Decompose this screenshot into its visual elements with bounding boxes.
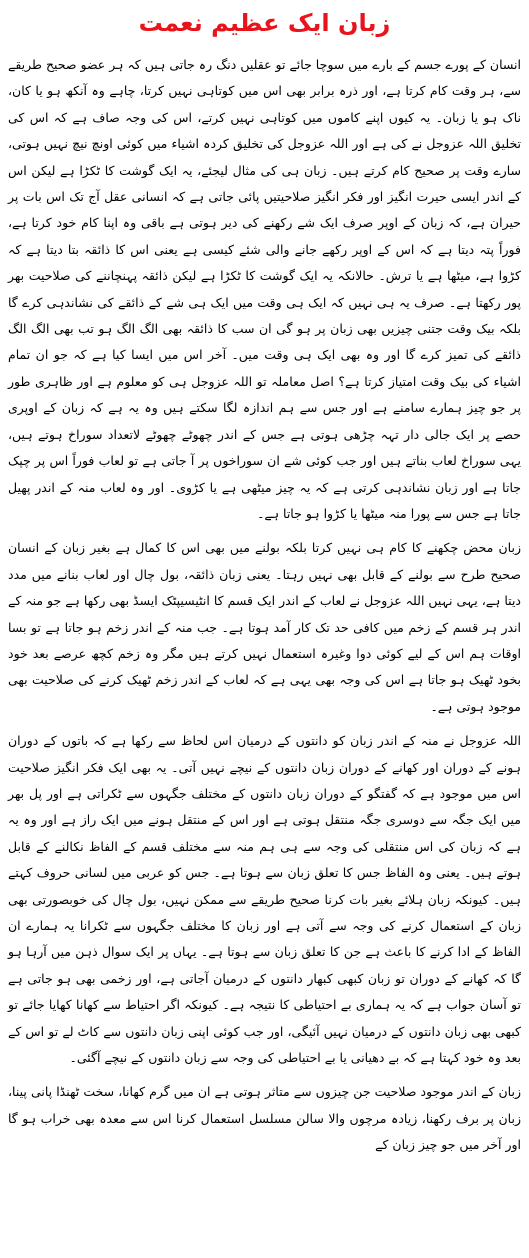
article-paragraph-1: انسان کے پورے جسم کے بارے میں سوچا جائے تو عقلیں دنگ رہ جاتی ہیں کہ ہر عضو صحیح طریقے سے، ہر وقت کام کرتا ہے، اور ذرہ برابر بھی اس میں کوتاہی نہیں کرتا، چاہے وہ آنکھ ہو یا کان، ناک ہو یا زبان۔ یہ کیوں اپنے کاموں میں کوتاہی نہیں کرتے، اس کی وجہ صاف ہے کہ اس کی تخلیق اللہ عزوجل نے کی ہے اور اللہ عزوجل کی تخلیق کردہ اشیاء میں کوئی اونچ نیچ نہیں ہوتی، سارے وقت پر صحیح کام کرتے ہیں۔ زبان ہی کی مثال لیجئے، یہ ایک گوشت کا ٹکڑا ہے لیکن اس کے اندر ایسی حیرت انگیز اور فکر انگیز صلاحیتیں پائی جاتی ہے کہ انسانی عقل آج تک اس بات پر حیران ہے، کہ زبان کے اوپر صرف ایک شے رکھنے کی دیر ہوتی ہے باقی وہ اپنا کام خود کرتا ہے، فوراً پتہ دیتا ہے کہ اس کے اوپر رکھے جانے والی شئے کیسی ہے یعنی اس کا ذائقہ بتا دیتا ہے کہ کڑوا ہے، میٹھا ہے یا ترش۔ حالانکہ یہ ایک گوشت کا ٹکڑا ہے لیکن ذائقہ پہنچاننے کی صلاحیت بھر پور رکھتا ہے۔ صرف یہ ہی نہیں کہ ایک ہی وقت میں ایک ہی شے کے ذائقے کی نشاندہی کرے گا بلکہ بیک وقت جتنی چیزیں بھی زبان پر ہو گی ان سب کا ذائقہ بھی الگ الگ ہو تب بھی الگ الگ ذائقے کی تمیز کرے گا اور وہ بھی ایک ہی وقت میں۔ آخر اس میں ایسا کیا ہے کہ جو ان تمام اشیاء کی بیک وقت امتیاز کرتا ہے؟ اصل معاملہ تو اللہ عزوجل ہی کو معلوم ہے اور ظاہری طور پر جو چیز ہمارے سامنے ہے اور جس سے ہم اندازہ لگا سکتے ہیں وہ یہ ہے کہ زبان کے اوپری حصے پر ایک جالی دار تہہ چڑھی ہوتی ہے جس کے اندر چھوٹے چھوٹے لاتعداد سوراخ ہوتے ہیں، یہی سوراخ لعاب بناتے ہیں اور جب کوئی شے ان سوراخوں پر آ جاتی ہے تو لعاب فوراً اس پر چپک جاتا ہے اور زبان نشاندہی کرتی ہے کہ یہ چیز میٹھی ہے یا کڑوی۔ اور وہ لعاب منہ کے اندر پھیل جاتا ہے جس سے پورا منہ میٹھا یا کڑوا ہو جاتا ہے۔ [8, 57, 521, 521]
article-paragraph-2: زبان محض چکھنے کا کام ہی نہیں کرتا بلکہ بولنے میں بھی اس کا کمال ہے بغیر زبان کے انسان صحیح طرح سے بولنے کے قابل بھی نہیں رہتا۔ یعنی زبان ذائقہ، بول چال اور لعاب بنانے میں مدد دیتا ہے، یہی نہیں اللہ عزوجل نے لعاب کے اندر ایک قسم کا انٹیسیپٹک ایسڈ بھی رکھا ہے جو منہ کے اندر ہر قسم کے زخم میں کافی حد تک کار آمد ہوتا ہے۔ جب منہ کے اندر زخم ہو جاتا ہے تو بسا اوقات ہم اس کے لیے کوئی دوا وغیرہ استعمال نہیں کرتے ہیں مگر وہ زخم کچھ عرصے بعد خود بخود ٹھیک ہو جاتا ہے اس کی وجہ بھی یہی ہے کہ لعاب کے اندر زخم ٹھیک کرنے کی صلاحیت بھی موجود ہوتی ہے۔ [8, 540, 521, 714]
article-paragraph-3: اللہ عزوجل نے منہ کے اندر زبان کو دانتوں کے درمیان اس لحاظ سے رکھا ہے کہ باتوں کے دوران ہونے کے دوران اور کھانے کے دوران زبان دانتوں کے نیچے نہیں آتی۔ یہ بھی ایک فکر انگیز صلاحیت اس میں موجود ہے کہ گفتگو کے دوران زبان دانتوں کے مختلف جگہوں سے ٹکراتی ہے اور پل بھر میں ایک جگہ سے دوسری جگہ منتقل ہوتی ہے اور اس کے منتقل ہونے میں ایک راز ہے اور وہ یہ ہے کہ زبان کی اس منتقلی کی وجہ سے ہی ہم منہ سے مختلف قسم کے الفاظ نکالنے کے قابل ہوتے ہیں۔ یعنی وہ الفاظ جس کا تعلق زبان سے ہوتا ہے۔ جس کو عربی میں لسانی حروف کہتے ہیں۔ کیونکہ زبان ہلائے بغیر بات کرنا صحیح طریقے سے ممکن نہیں، بول چال کی خوبصورتی بھی زبان کے استعمال کرنے کی وجہ سے آتی ہے اور زبان کا مختلف جگہوں سے ٹکرانا یہ ہمارے ان الفاظ کے ادا کرنے کا باعث ہے جن کا تعلق زبان سے ہوتا ہے۔ یہاں پر ایک سوال ذہن میں آرہا ہو گا کہ کھانے کے دوران تو زبان کبھی کبھار دانتوں کے درمیان آجاتی ہے، اور زخمی بھی ہو جاتی ہے تو آسان جواب ہے کہ یہ ہماری بے احتیاطی کا نتیجہ ہے۔ کیونکہ اگر احتیاط سے کھانا کھایا جائے تو کبھی بھی زبان دانتوں کے درمیان نہیں آئیگی، اور جب کوئی اپنی زبان دانتوں سے کاٹ لے تو اس کے بعد وہ خود کہتا ہے کہ بے دھیانی یا بے احتیاطی کی وجہ سے زبان دانتوں کے نیچے آگئی۔ [8, 733, 521, 1066]
article-paragraph-4: زبان کے اندر موجود صلاحیت جن چیزوں سے متاثر ہوتی ہے ان میں گرم کھانا، سخت ٹھنڈا پانی پینا، زبان پر برف رکھنا، زیادہ مرچوں والا سالن مسلسل استعمال کرنا اس سے معدہ بھی خراب ہو گا اور آخر میں جو چیز زبان کے [8, 1084, 521, 1153]
article-title: زبان ایک عظیم نعمت [138, 9, 391, 37]
